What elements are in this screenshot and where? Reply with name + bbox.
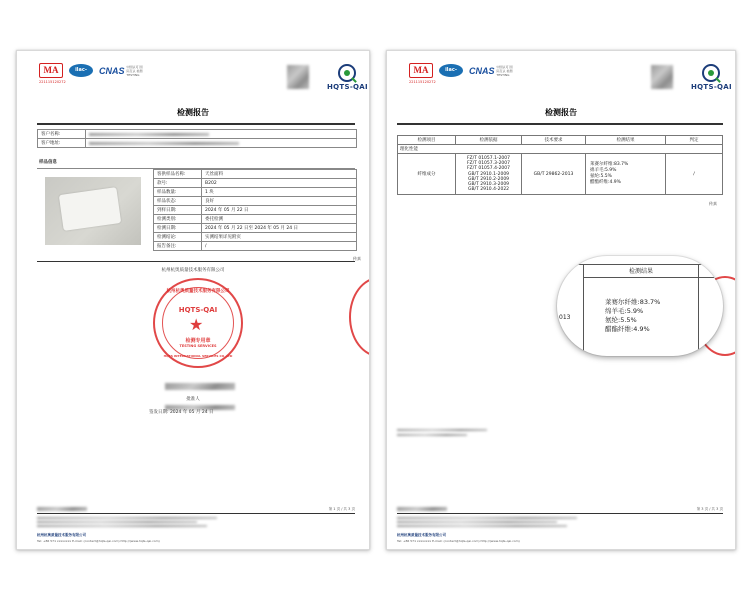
- sample-photo: [45, 177, 141, 245]
- magnified-result-line: 绵羊毛:5.9%: [605, 307, 644, 315]
- star-icon: ★: [189, 315, 204, 334]
- sample-field-value: 1 块: [202, 188, 357, 197]
- sample-field-value: 2024 年 05 月 22 日至 2024 年 05 月 24 日: [202, 224, 357, 233]
- sample-field-value: 良好: [202, 197, 357, 206]
- blurred-qr-code: [287, 65, 309, 89]
- test-results: [586, 154, 666, 195]
- table-row: [154, 224, 357, 233]
- table-row: [154, 233, 357, 242]
- sample-info-table: [153, 169, 357, 251]
- official-stamp: [153, 278, 243, 368]
- approver-label: 批准人: [186, 397, 200, 402]
- method-line: FZ/T 01057.3-2007: [466, 161, 511, 167]
- cnas-subtitle: 中国认可 国际互认 检测 TESTING: [496, 64, 513, 77]
- method-line: GB/T 2910.4-2022: [467, 187, 510, 193]
- title-rule: [37, 123, 355, 125]
- sample-field-label: 检测日期:: [154, 224, 202, 233]
- table-row: [154, 188, 357, 197]
- stamp-english: TESTING SERVICES: [179, 344, 217, 348]
- footer-company: 杭州杭奥质量技术服务有限公司: [397, 533, 446, 537]
- result-line: 醋酯纤维:4.9%: [590, 180, 621, 186]
- col-header-verdict: 判定: [666, 136, 723, 145]
- sample-field-label: 到样日期:: [154, 206, 202, 215]
- page-number: 第 1 页 / 共 3 页: [328, 507, 355, 511]
- method-line: FZ/T 01057.4-2007: [466, 166, 511, 172]
- sample-field-value: B202: [202, 179, 357, 188]
- magnifier-header: 检测结果: [628, 268, 653, 275]
- cnas-logo: CNAS: [469, 65, 495, 76]
- client-address-label: 客户地址:: [38, 139, 86, 148]
- col-header-method: 检测依据: [456, 136, 522, 145]
- hqts-logo: [327, 64, 368, 91]
- client-name-label: 客户名称:: [38, 130, 86, 139]
- sample-field-value: 2024 年 05 月 22 日: [202, 206, 357, 215]
- page-title: 检测报告: [545, 107, 577, 117]
- result-line: 绵羊毛:5.9%: [590, 168, 617, 174]
- result-line: 莱赛尔纤维:83.7%: [590, 162, 629, 168]
- hqts-logo-text: HQTS-QAI: [327, 83, 368, 91]
- side-note: 传真: [709, 201, 717, 206]
- footer-company: 杭州杭奥质量技术服务有限公司: [37, 533, 86, 537]
- sample-field-label: 检测类别:: [154, 215, 202, 224]
- ma-number: 221115120272: [409, 80, 436, 84]
- sample-field-label: 款号:: [154, 179, 202, 188]
- sample-field-label: 客供样品名称:: [154, 170, 202, 179]
- stamp-ring-english: HQTS INTERNATIONAL SERVICES CO.,LTD: [163, 354, 233, 358]
- fabric-swatch: [59, 187, 121, 231]
- table-row: [154, 215, 357, 224]
- sample-field-value: 实测结果详见附页: [202, 233, 357, 242]
- blurred-qr-code: [651, 65, 673, 89]
- hqts-emblem-icon: [702, 64, 720, 82]
- magnifier-partial-code: 013: [559, 314, 571, 321]
- method-line: GB/T 2910.3-2009: [467, 182, 510, 188]
- footer-report-no-blurred: [37, 507, 87, 511]
- report-page-1: [16, 50, 370, 550]
- col-header-result: 检测结果: [586, 136, 666, 145]
- side-note: 传真: [353, 256, 361, 261]
- magnified-result-line: 莱赛尔纤维:83.7%: [605, 298, 661, 306]
- sample-end-rule: [37, 261, 355, 262]
- table-row: [154, 242, 357, 251]
- table-header-row: [398, 136, 723, 145]
- page-number: 第 3 页 / 共 3 页: [696, 507, 723, 511]
- test-item: 纤维成分: [398, 154, 456, 195]
- sample-field-label: 样品状态:: [154, 197, 202, 206]
- magnified-result-line: 醋酯纤维:4.9%: [605, 325, 650, 333]
- test-requirement: GB/T 29862-2013: [522, 154, 586, 195]
- sample-field-label: 报告备注:: [154, 242, 202, 251]
- hqts-logo: [691, 64, 732, 91]
- ilac-mra-logo: ilac-MRA: [69, 64, 93, 77]
- client-address-value: [86, 139, 357, 148]
- sample-field-label: 样品数量:: [154, 188, 202, 197]
- test-results-table: [397, 135, 723, 195]
- table-row: [398, 145, 723, 154]
- col-header-item: 检测项目: [398, 136, 456, 145]
- ma-number: 221115120272: [39, 80, 66, 84]
- approver-signature: [165, 383, 235, 390]
- footer-notes: [37, 517, 237, 527]
- issue-date: 签发日期: 2024 年 05 月 24 日: [149, 410, 214, 415]
- client-name-value: [86, 130, 357, 139]
- stamp-seal-text: 检测专用章: [185, 338, 211, 344]
- footer-rule: [397, 513, 723, 514]
- client-info-table: [37, 129, 357, 148]
- footer-report-no-blurred: [397, 507, 447, 511]
- page-title: 检测报告: [177, 107, 209, 117]
- cnas-subtitle: 中国认可 国际互认 检测 TESTING: [126, 64, 143, 77]
- footer-disclaimer: [397, 429, 497, 436]
- cnas-logo: CNAS: [99, 65, 125, 76]
- stamp-brand: HQTS-QAI: [178, 306, 218, 314]
- footer-contact: Tel: +86 571 xxxxxxxx E-mail: (contact@hqts-qai.com) http://(www.hqts-qai.com): [37, 539, 160, 543]
- sample-field-label: 检测结论:: [154, 233, 202, 242]
- table-row: [154, 170, 357, 179]
- footer-rule: [37, 513, 355, 514]
- hqts-logo-text: HQTS-QAI: [691, 83, 732, 91]
- title-rule: [397, 123, 723, 125]
- hqts-emblem-icon: [338, 64, 356, 82]
- table-row: [154, 206, 357, 215]
- section-label: 理化性能: [398, 145, 723, 154]
- method-line: GB/T 2910.1-2009: [467, 171, 510, 177]
- certification-logos: [39, 63, 143, 86]
- result-line: 氨纶:5.5%: [590, 174, 612, 180]
- method-line: GB/T 2910.2-2009: [467, 176, 510, 182]
- sample-field-value: 天丝面料: [202, 170, 357, 179]
- stamp-top-text: 杭州杭奥质量技术服务有限公司: [166, 289, 230, 294]
- col-header-requirement: 技术要求: [522, 136, 586, 145]
- test-methods: [456, 154, 522, 195]
- magnifier-results: [605, 298, 660, 334]
- sample-field-value: /: [202, 242, 357, 251]
- method-line: FZ/T 01057.1-2007: [466, 156, 511, 161]
- sample-field-value: 委托检测: [202, 215, 357, 224]
- result-magnifier-callout: [557, 256, 723, 356]
- sample-info-heading: 样品信息: [39, 160, 57, 165]
- issuing-company: 杭州杭奥质量技术服务有限公司: [161, 268, 225, 273]
- magnified-result-line: 氨纶:5.5%: [605, 316, 637, 324]
- footer-notes: [397, 517, 597, 527]
- footer-contact: Tel: +86 571 xxxxxxxx E-mail: (contact@hqts-qai.com) http://(www.hqts-qai.com): [397, 539, 520, 543]
- table-row: [398, 154, 723, 195]
- cross-page-seal: [349, 277, 370, 357]
- ilac-mra-logo: ilac-MRA: [439, 64, 463, 77]
- ma-logo: MA: [409, 63, 433, 78]
- table-row: [154, 197, 357, 206]
- table-row: [154, 179, 357, 188]
- certification-logos: [409, 63, 513, 86]
- ma-logo: MA: [39, 63, 63, 78]
- test-verdict: /: [666, 154, 723, 195]
